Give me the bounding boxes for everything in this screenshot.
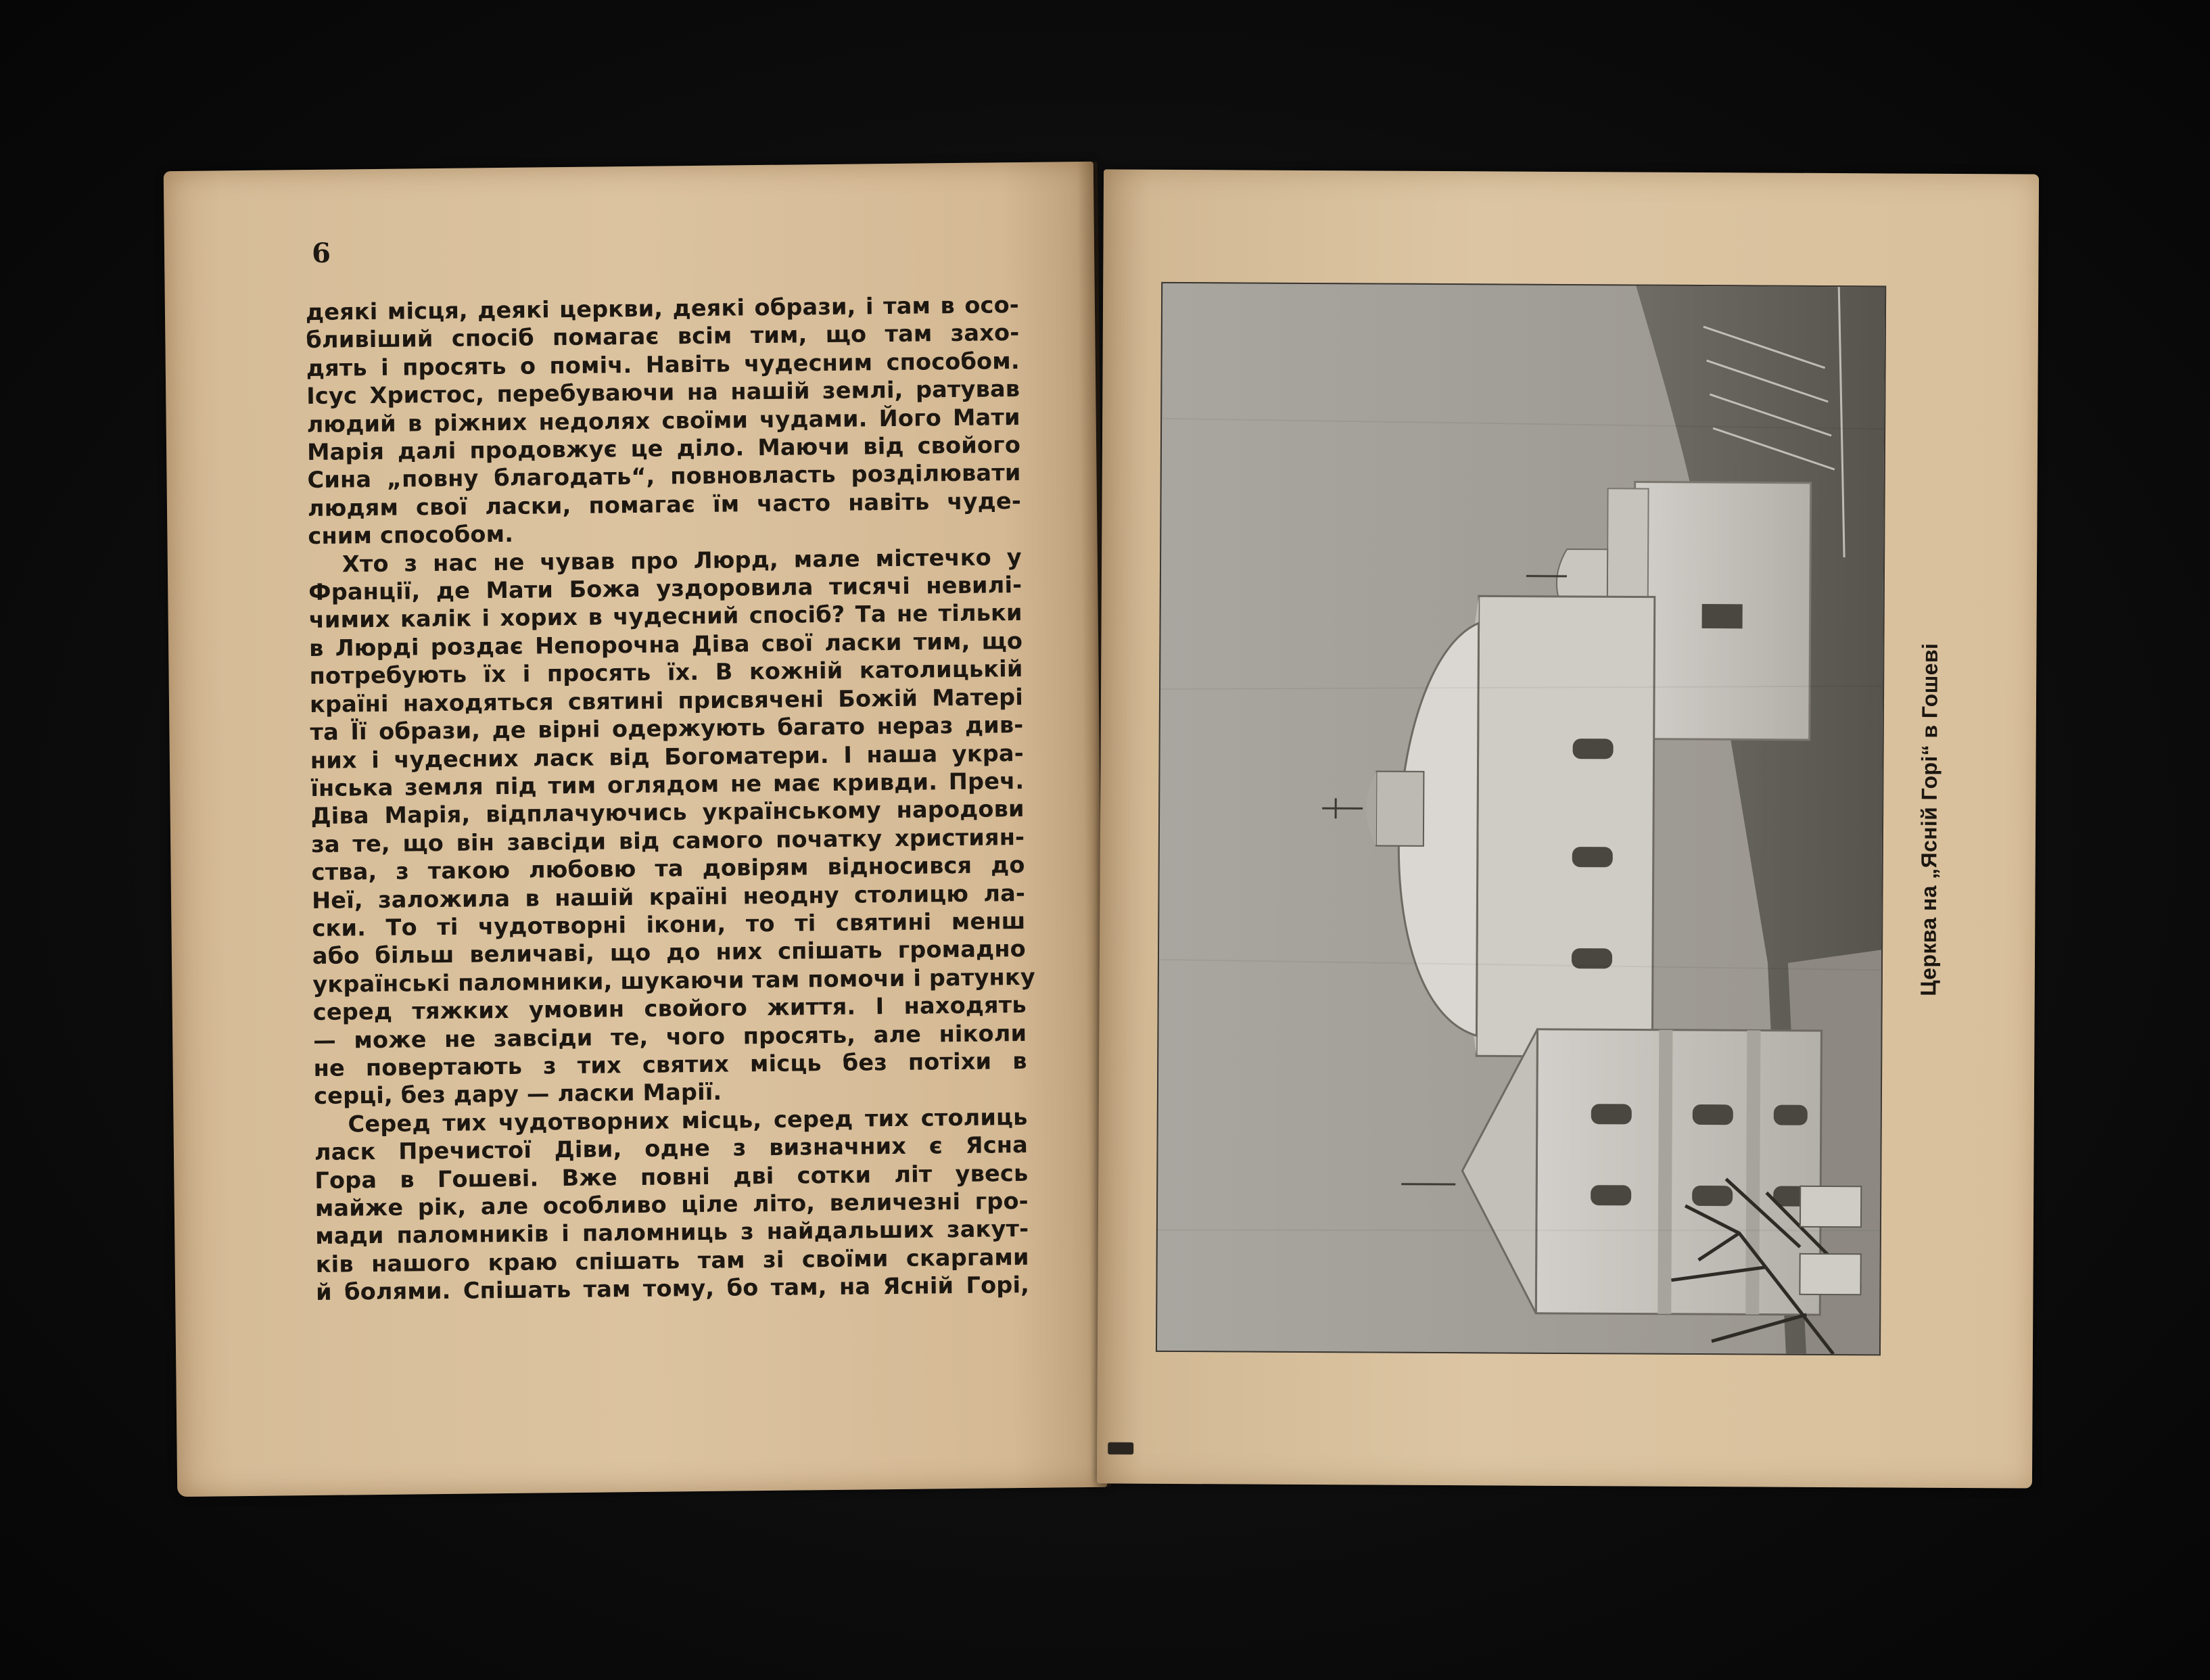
- text-line: українські паломники, шукаючи там помочи і ратунку: [312, 963, 1036, 998]
- text-line: Франції, де Мати Божа уздоровила тисячі невилі-: [308, 571, 1022, 606]
- text-line: Сина „повну благодать“, повновласть розділювати: [307, 459, 1021, 494]
- church-photo: [1156, 282, 1886, 1356]
- text-line: чимих калік і хорих в чудесний спосіб? Та не тільки: [308, 599, 1022, 634]
- text-line: людям свої ласки, помагає їм часто навіть чуде-: [307, 487, 1022, 521]
- left-page: [164, 162, 1107, 1497]
- text-line: них і чудесних ласк від Богоматери. І наша укра-: [310, 739, 1025, 774]
- text-line: Діва Марія, відплачуючись українському народови: [310, 795, 1025, 830]
- page-number: 6: [311, 237, 331, 269]
- text-line: Неї, заложила в нашій країні неодну столицю ла-: [311, 879, 1026, 914]
- text-line: та Її образи, де вірні одержують багато нераз див-: [310, 711, 1024, 746]
- text-line: Серед тих чудотворних місць, серед тих столиць: [348, 1103, 1028, 1138]
- text-line: ласк Пречистої Діви, одне з визначних є Ясна: [314, 1131, 1029, 1166]
- binding-notch: [1108, 1442, 1133, 1454]
- text-line: потребують їх і просять їх. В кожній католицькій: [309, 655, 1023, 690]
- text-line: їнська земля під тим оглядом не має кривди. Преч.: [310, 767, 1025, 801]
- text-line: й болями. Спішать там тому, бо там, на Ясній Горі,: [315, 1271, 1030, 1306]
- text-line: ски. То ті чудотворні ікони, то ті святині менш: [312, 907, 1026, 941]
- text-line: — може не завсіди те, чого просять, але ніколи: [313, 1019, 1027, 1054]
- text-line: Марія далі продовжує це діло. Маючи від свойого: [306, 431, 1021, 466]
- photo-caption-text: Церква на „Ясній Горі“ в Гошеві: [1916, 643, 1942, 996]
- text-line: в Люрді роздає Непорочна Діва свої ласки тим, що: [308, 627, 1023, 661]
- right-page: [1097, 169, 2039, 1488]
- text-line: не повертають з тих святих місць без потіхи в: [313, 1047, 1027, 1081]
- body-text: [305, 291, 1036, 1307]
- text-line: бливіший спосіб помагає всім тим, що там захо-: [306, 319, 1020, 354]
- text-line: мади паломників і паломниць з найдальших закут-: [315, 1215, 1029, 1250]
- text-line: дять і просять о поміч. Навіть чудесним способом.: [306, 347, 1020, 381]
- text-line: сним способом.: [308, 521, 514, 550]
- text-line: Ісус Христос, перебуваючи на нашій землі, ратував: [306, 375, 1020, 410]
- text-line: країні находяться святині присвячені Божій Матері: [309, 683, 1024, 718]
- text-line: Гора в Гошеві. Вже повні дві сотки літ увесь: [314, 1159, 1029, 1194]
- text-line: майже рік, але особливо ціле літо, величезні гро-: [314, 1187, 1029, 1221]
- text-line: серед тяжких умовин свойого життя. І находять: [312, 991, 1027, 1026]
- text-line: ства, з такою любовю та довірям відносився до: [311, 851, 1025, 886]
- text-line: або більш величаві, що до них спішать громадно: [312, 935, 1027, 970]
- text-line: ків нашого краю спішать там зі своїми скаргами: [315, 1243, 1029, 1278]
- church-illustration: [1157, 283, 1885, 1355]
- text-line: людий в ріжних недолях своїми чудами. Його Мати: [306, 403, 1020, 438]
- text-line: деякі місця, деякі церкви, деякі образи, і там в осо-: [305, 291, 1020, 326]
- text-line: серці, без дару — ласки Марії.: [313, 1079, 722, 1110]
- text-line: Хто з нас не чував про Люрд, мале містечко у: [342, 543, 1022, 578]
- text-line: за те, що він завсіди від самого початку християн-: [311, 823, 1025, 858]
